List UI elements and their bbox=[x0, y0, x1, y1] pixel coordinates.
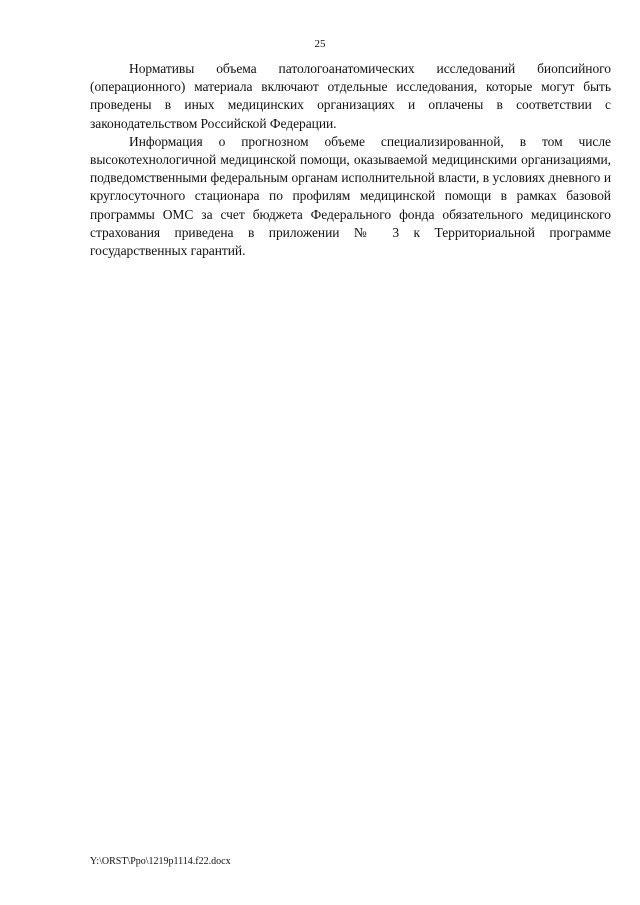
page-number: 25 bbox=[314, 38, 326, 50]
document-body bbox=[90, 60, 611, 260]
paragraph-biopsy-norms: Нормативы объема патологоанатомических исследований биопсийного (операционного) материала включают отдельные исследования, которые могут быть проведены в иных медицинских организациях и оплачены в соответствии с законодательством Российской Федерации. bbox=[90, 61, 611, 131]
file-path-footer: Y:\ORST\Ppo\1219p1114.f22.docx bbox=[90, 856, 231, 867]
paragraph-specialized-care-info: Информация о прогнозном объеме специализированной, в том числе высокотехнологичной медицинской помощи, оказываемой медицинскими организациями, подведомственными федеральным органам исполнительной власти, в условиях дневного и круглосуточного стационара по профилям медицинской помощи в рамках базовой программы ОМС за счет бюджета Федерального фонда обязательного медицинского страхования приведена в приложении № 3 к Территориальной программе государственных гарантий. bbox=[90, 133, 611, 259]
